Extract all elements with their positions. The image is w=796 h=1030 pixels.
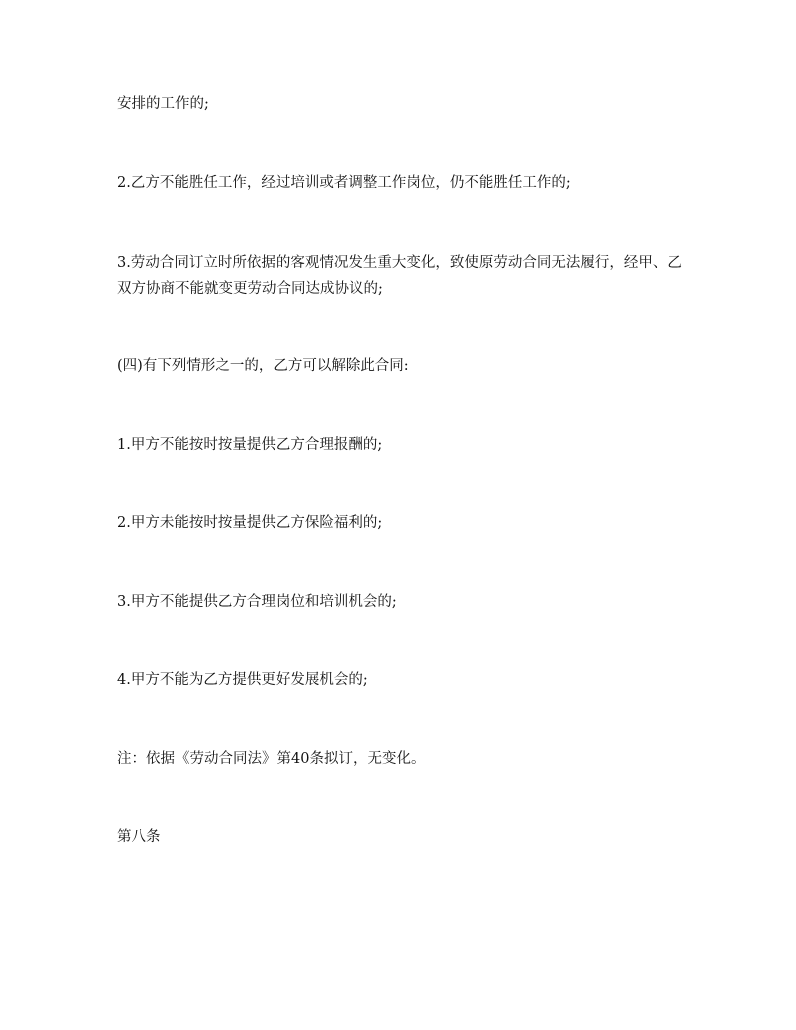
- paragraph-circumstances-change: 3.劳动合同订立时所依据的客观情况发生重大变化，致使原劳动合同无法履行，经甲、乙双方协商不能就变更劳动合同达成协议的;: [117, 255, 682, 297]
- paragraph-section-four-heading: (四)有下列情形之一的，乙方可以解除此合同:: [117, 358, 409, 374]
- paragraph-legal-note: 注：依据《劳动合同法》第40条拟订，无变化。: [117, 751, 426, 767]
- paragraph-development-opportunity: 4.甲方不能为乙方提供更好发展机会的;: [117, 672, 368, 688]
- paragraph-incompetent-employee: 2.乙方不能胜任工作，经过培训或者调整工作岗位，仍不能胜任工作的;: [117, 175, 571, 191]
- paragraph-remuneration: 1.甲方不能按时按量提供乙方合理报酬的;: [117, 437, 383, 453]
- paragraph-insurance-welfare: 2.甲方未能按时按量提供乙方保险福利的;: [117, 515, 383, 531]
- paragraph-assigned-work: 安排的工作的;: [117, 96, 209, 112]
- paragraph-post-training: 3.甲方不能提供乙方合理岗位和培训机会的;: [117, 594, 397, 610]
- paragraph-article-eight-heading: 第八条: [117, 829, 161, 845]
